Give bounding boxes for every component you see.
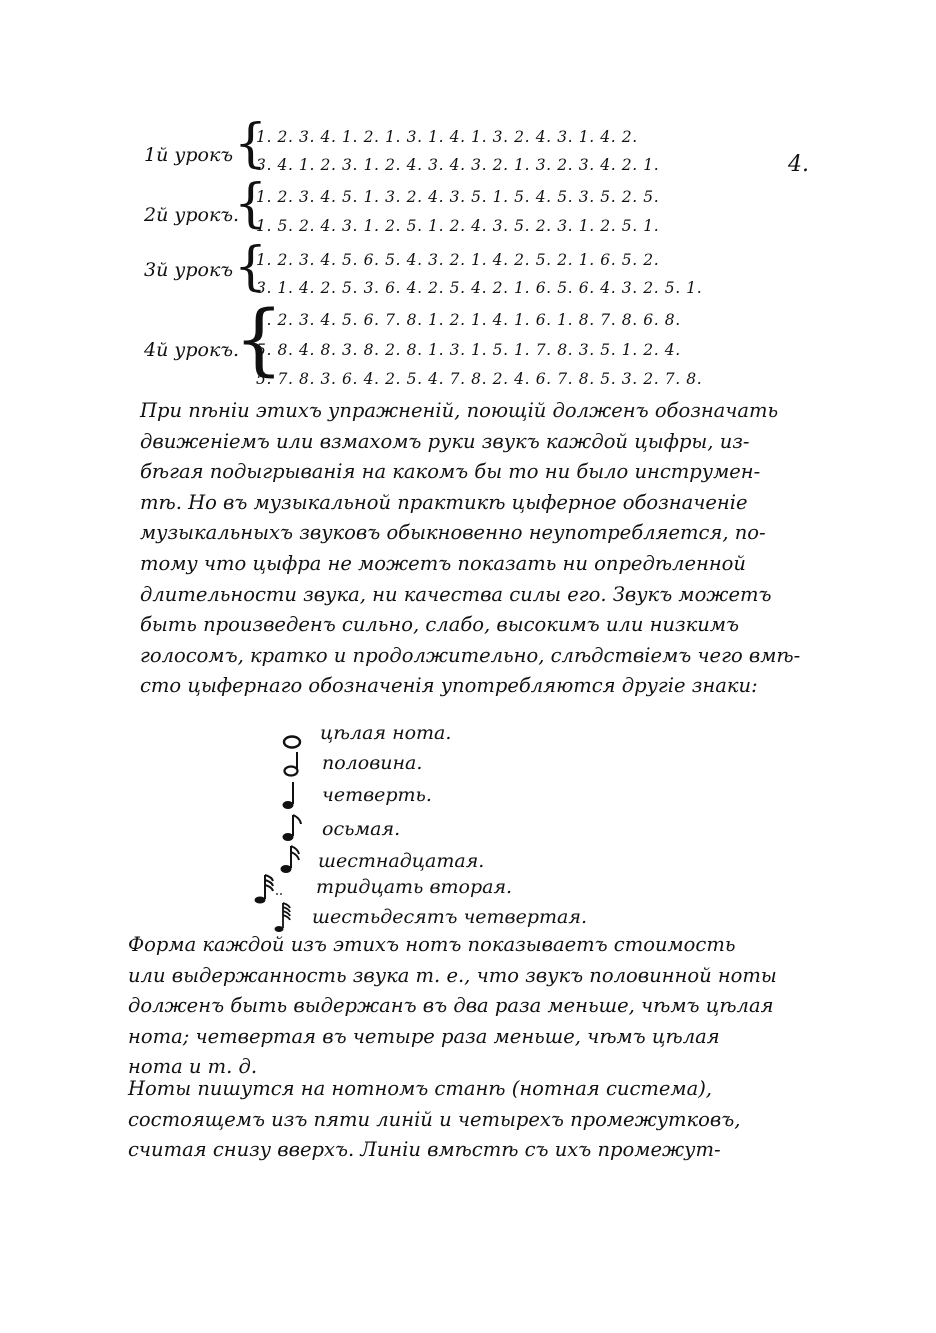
text-line: нота; четвертая въ четыре раза меньше, чѣмъ цѣлая <box>128 1024 720 1048</box>
note-values-list <box>250 722 670 934</box>
brace: { <box>234 237 268 297</box>
digit-sequence: 5. 8. 4. 8. 3. 8. 2. 8. 1. 3. 1. 5. 1. 7. 8. 3. 5. 1. 2. 4. <box>256 341 681 359</box>
note-label: шестнадцатая. <box>318 850 485 872</box>
text-line: тѣ. Но въ музыкальной практикѣ цыферное обозначеніе <box>140 490 748 514</box>
digit-sequence: 1. 2. 3. 4. 5. 6. 7. 8. 1. 2. 1. 4. 1. 6. 1. 8. 7. 8. 6. 8. <box>256 311 681 329</box>
text-line: При пѣніи этихъ упражненій, поющій долженъ обозначать <box>140 399 779 422</box>
text-line: долженъ быть выдержанъ въ два раза меньше, чѣмъ цѣлая <box>128 994 774 1018</box>
brace: { <box>234 295 284 385</box>
digit-sequence: 1. 2. 3. 4. 1. 2. 1. 3. 1. 4. 1. 3. 2. 4. 3. 1. 4. 2. <box>256 128 638 146</box>
digit-sequence: 5. 7. 8. 3. 6. 4. 2. 5. 4. 7. 8. 2. 4. 6. 7. 8. 5. 3. 2. 7. 8. <box>256 370 703 388</box>
paragraph-intro <box>140 396 820 702</box>
text-line: быть произведенъ сильно, слабо, высокимъ или низкимъ <box>140 613 739 637</box>
digit-sequence: 1. 5. 2. 4. 3. 1. 2. 5. 1. 2. 4. 3. 5. 2. 3. 1. 2. 5. 1. <box>256 217 660 235</box>
digit-sequence: 3. 1. 4. 2. 5. 3. 6. 4. 2. 5. 4. 2. 1. 6. 5. 6. 4. 3. 2. 5. 1. <box>256 279 703 297</box>
lesson-label: 1й урокъ <box>144 144 233 166</box>
text-line: длительности звука, ни качества силы его. Звукъ можетъ <box>140 582 772 606</box>
page-number: 4. <box>788 152 809 177</box>
thirty-second-note-icon <box>252 874 282 904</box>
note-label: четверть. <box>322 784 432 806</box>
note-label: тридцать вторая. <box>316 876 513 898</box>
text-line: считая снизу вверхъ. Линіи вмѣстѣ съ ихъ промежут- <box>128 1138 721 1162</box>
text-line: нота и т. д. <box>128 1055 258 1079</box>
digit-sequence: 1. 2. 3. 4. 5. 6. 5. 4. 3. 2. 1. 4. 2. 5. 2. 1. 6. 5. 2. <box>256 251 660 269</box>
text-line: сто цыфернаго обозначенія употребляются другіе знаки: <box>140 674 758 698</box>
text-line: движеніемъ или взмахомъ руки звукъ каждой цыфры, из- <box>140 429 750 453</box>
text-line: музыкальныхъ звуковъ обыкновенно неупотребляется, по- <box>140 521 766 545</box>
text-line: голосомъ, кратко и продолжительно, слѣдствіемъ чего вмѣ- <box>140 643 801 667</box>
text-line: Ноты пишутся на нотномъ станѣ (нотная система), <box>128 1077 713 1100</box>
lesson-label: 3й урокъ <box>144 259 233 281</box>
text-line: бѣгая подыгрыванія на какомъ бы то ни было инструмен- <box>140 460 761 484</box>
brace: { <box>234 174 268 234</box>
text-line: или выдержанность звука т. е., что звукъ половинной ноты <box>128 963 777 987</box>
note-label: шестьдесятъ четвертая. <box>312 906 587 928</box>
eighth-note-icon <box>280 812 310 842</box>
text-line: состоящемъ изъ пяти линій и четырехъ промежутковъ, <box>128 1107 741 1131</box>
text-line: тому что цыфра не можетъ показать ни опредѣленной <box>140 551 746 575</box>
text-line: Форма каждой изъ этихъ нотъ показываетъ стоимость <box>128 933 736 956</box>
note-label: цѣлая нота. <box>320 722 452 744</box>
quarter-note-icon <box>280 780 310 810</box>
paragraph-note-form <box>128 930 808 1083</box>
half-note-icon <box>280 750 310 780</box>
lesson-label: 4й урокъ. <box>144 339 240 361</box>
sixteenth-note-icon <box>278 844 308 874</box>
digit-sequence: 3. 4. 1. 2. 3. 1. 2. 4. 3. 4. 3. 2. 1. 3. 2. 3. 4. 2. 1. <box>256 156 660 174</box>
lesson-label: 2й урокъ. <box>144 204 240 226</box>
paragraph-staff <box>128 1074 808 1166</box>
note-label: осьмая. <box>322 818 401 840</box>
sixty-fourth-note-icon <box>270 902 300 932</box>
brace: { <box>234 114 268 174</box>
note-label: половина. <box>322 752 423 774</box>
digit-sequence: 1. 2. 3. 4. 5. 1. 3. 2. 4. 3. 5. 1. 5. 4. 5. 3. 5. 2. 5. <box>256 188 660 206</box>
